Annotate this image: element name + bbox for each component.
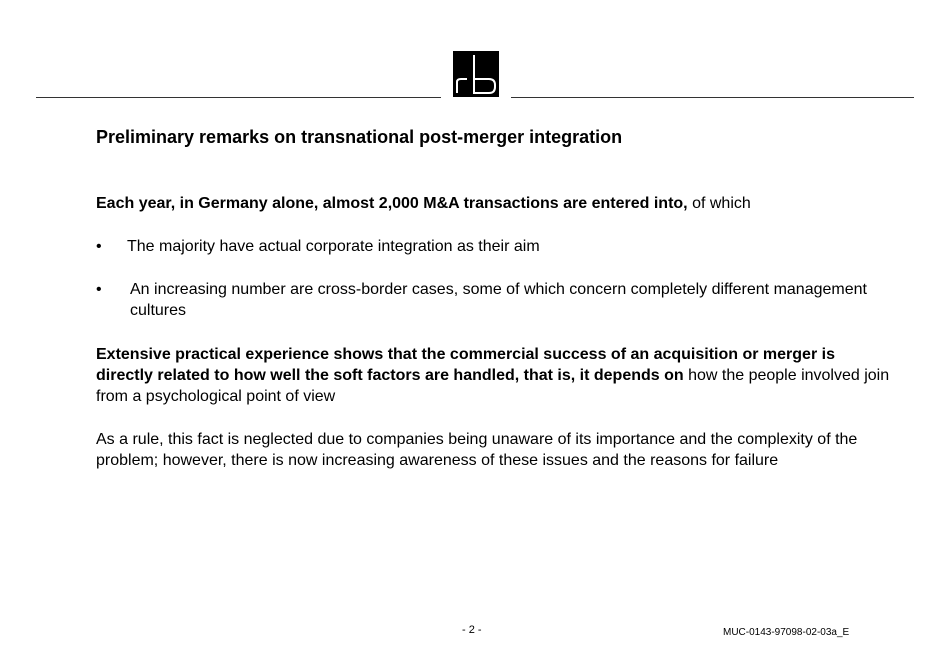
document-reference: MUC-0143-97098-02-03a_E xyxy=(723,627,850,638)
experience-bold-text: Extensive practical experience shows that the commercial success of an acquisition or merger is directly related to how well the soft factors are handled, that is, it depends on xyxy=(96,346,835,384)
header-rule-right xyxy=(511,97,914,98)
page-number: - 2 - xyxy=(462,624,482,636)
bullet-marker: • xyxy=(96,281,102,298)
page-title: Preliminary remarks on transnational post-merger integration xyxy=(96,127,623,147)
rb-logo-icon xyxy=(453,51,499,97)
bullet-text: An increasing number are cross-border cases, some of which concern completely different management cultures xyxy=(130,281,867,319)
rule-paragraph: As a rule, this fact is neglected due to companies being unaware of its importance and the complexity of the problem; however, there is now increasing awareness of these issues and the reasons for failure xyxy=(96,431,858,469)
experience-normal-text: how the people involved join from a psychological point of view xyxy=(96,367,890,405)
header-rule-left xyxy=(36,97,441,98)
experience-paragraph xyxy=(96,344,896,407)
intro-paragraph xyxy=(96,193,896,214)
intro-bold-text: Each year, in Germany alone, almost 2,000 M&A transactions are entered into, xyxy=(96,195,688,212)
bullet-text: The majority have actual corporate integration as their aim xyxy=(127,238,540,255)
intro-normal-text: of which xyxy=(687,195,751,212)
bullet-marker: • xyxy=(96,238,102,255)
